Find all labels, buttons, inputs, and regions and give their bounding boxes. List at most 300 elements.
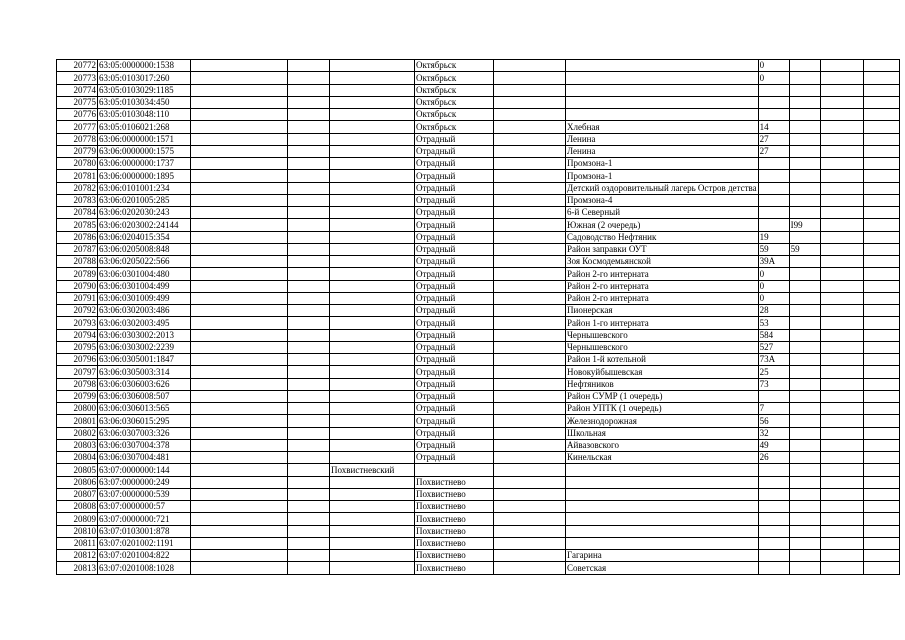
id-cell[interactable]: 20790 [57, 280, 98, 292]
house-alt-cell[interactable] [789, 292, 820, 304]
house-alt-cell[interactable] [789, 60, 820, 72]
locality-cell[interactable]: Октябрьск [415, 96, 494, 108]
house-cell[interactable]: 527 [758, 341, 789, 353]
house-alt-cell[interactable] [789, 464, 820, 476]
house-cell[interactable]: 0 [758, 268, 789, 280]
id-cell[interactable]: 20802 [57, 427, 98, 439]
district-cell[interactable]: Похвистневский [330, 464, 415, 476]
house-cell[interactable] [758, 464, 789, 476]
empty-cell[interactable] [863, 427, 899, 439]
empty-cell[interactable] [820, 550, 863, 562]
house-alt-cell[interactable] [789, 194, 820, 206]
empty-cell[interactable] [191, 84, 288, 96]
cadastral-number-cell[interactable]: 63:07:0103001:878 [98, 525, 191, 537]
district-cell[interactable] [330, 513, 415, 525]
empty-cell[interactable] [820, 354, 863, 366]
empty-cell[interactable] [863, 84, 899, 96]
empty-cell[interactable] [820, 207, 863, 219]
empty-cell[interactable] [191, 317, 288, 329]
empty-cell[interactable] [288, 501, 330, 513]
locality-cell[interactable]: Октябрьск [415, 72, 494, 84]
empty-cell[interactable] [820, 427, 863, 439]
empty-cell[interactable] [191, 476, 288, 488]
id-cell[interactable]: 20803 [57, 439, 98, 451]
cadastral-number-cell[interactable]: 63:07:0000000:721 [98, 513, 191, 525]
empty-cell[interactable] [288, 366, 330, 378]
house-alt-cell[interactable] [789, 84, 820, 96]
empty-cell[interactable] [494, 194, 566, 206]
locality-cell[interactable]: Отрадный [415, 292, 494, 304]
empty-cell[interactable] [863, 292, 899, 304]
district-cell[interactable] [330, 194, 415, 206]
empty-cell[interactable] [494, 256, 566, 268]
empty-cell[interactable] [494, 96, 566, 108]
empty-cell[interactable] [288, 513, 330, 525]
district-cell[interactable] [330, 170, 415, 182]
empty-cell[interactable] [863, 415, 899, 427]
empty-cell[interactable] [288, 476, 330, 488]
house-cell[interactable]: 7 [758, 403, 789, 415]
locality-cell[interactable]: Отрадный [415, 170, 494, 182]
house-cell[interactable]: 28 [758, 305, 789, 317]
house-cell[interactable] [758, 182, 789, 194]
empty-cell[interactable] [820, 317, 863, 329]
empty-cell[interactable] [820, 292, 863, 304]
house-cell[interactable] [758, 207, 789, 219]
empty-cell[interactable] [820, 378, 863, 390]
house-cell[interactable] [758, 501, 789, 513]
empty-cell[interactable] [820, 525, 863, 537]
empty-cell[interactable] [820, 60, 863, 72]
cadastral-number-cell[interactable]: 63:06:0205022:566 [98, 256, 191, 268]
district-cell[interactable] [330, 96, 415, 108]
id-cell[interactable]: 20804 [57, 452, 98, 464]
empty-cell[interactable] [863, 219, 899, 231]
empty-cell[interactable] [863, 72, 899, 84]
house-cell[interactable] [758, 525, 789, 537]
empty-cell[interactable] [863, 464, 899, 476]
house-alt-cell[interactable] [789, 133, 820, 145]
empty-cell[interactable] [494, 525, 566, 537]
empty-cell[interactable] [288, 317, 330, 329]
empty-cell[interactable] [191, 280, 288, 292]
locality-cell[interactable]: Похвистнево [415, 501, 494, 513]
empty-cell[interactable] [191, 207, 288, 219]
cadastral-number-cell[interactable]: 63:06:0306013:565 [98, 403, 191, 415]
id-cell[interactable]: 20801 [57, 415, 98, 427]
house-alt-cell[interactable] [789, 550, 820, 562]
house-alt-cell[interactable] [789, 513, 820, 525]
cadastral-number-cell[interactable]: 63:07:0000000:249 [98, 476, 191, 488]
empty-cell[interactable] [863, 256, 899, 268]
locality-cell[interactable]: Похвистнево [415, 562, 494, 574]
id-cell[interactable]: 20795 [57, 341, 98, 353]
empty-cell[interactable] [288, 292, 330, 304]
empty-cell[interactable] [494, 268, 566, 280]
house-alt-cell[interactable] [789, 145, 820, 157]
empty-cell[interactable] [494, 305, 566, 317]
empty-cell[interactable] [863, 280, 899, 292]
street-cell[interactable]: Район 2-го интерната [566, 268, 759, 280]
empty-cell[interactable] [820, 501, 863, 513]
empty-cell[interactable] [288, 305, 330, 317]
empty-cell[interactable] [820, 476, 863, 488]
cadastral-number-cell[interactable]: 63:07:0201002:1191 [98, 537, 191, 549]
locality-cell[interactable]: Отрадный [415, 231, 494, 243]
empty-cell[interactable] [191, 145, 288, 157]
cadastral-number-cell[interactable]: 63:07:0000000:539 [98, 488, 191, 500]
locality-cell[interactable]: Отрадный [415, 415, 494, 427]
empty-cell[interactable] [288, 537, 330, 549]
house-cell[interactable] [758, 170, 789, 182]
house-cell[interactable] [758, 513, 789, 525]
house-cell[interactable]: 73 [758, 378, 789, 390]
house-cell[interactable]: 39А [758, 256, 789, 268]
empty-cell[interactable] [288, 84, 330, 96]
house-cell[interactable]: 27 [758, 145, 789, 157]
empty-cell[interactable] [494, 439, 566, 451]
district-cell[interactable] [330, 354, 415, 366]
locality-cell[interactable]: Отрадный [415, 194, 494, 206]
empty-cell[interactable] [288, 219, 330, 231]
locality-cell[interactable]: Похвистнево [415, 550, 494, 562]
street-cell[interactable]: Чернышевского [566, 329, 759, 341]
house-alt-cell[interactable] [789, 476, 820, 488]
empty-cell[interactable] [863, 562, 899, 574]
cadastral-number-cell[interactable]: 63:06:0307004:481 [98, 452, 191, 464]
street-cell[interactable]: Южная (2 очередь) [566, 219, 759, 231]
empty-cell[interactable] [191, 96, 288, 108]
empty-cell[interactable] [191, 256, 288, 268]
empty-cell[interactable] [863, 341, 899, 353]
id-cell[interactable]: 20791 [57, 292, 98, 304]
id-cell[interactable]: 20798 [57, 378, 98, 390]
locality-cell[interactable]: Похвистнево [415, 513, 494, 525]
empty-cell[interactable] [494, 476, 566, 488]
empty-cell[interactable] [863, 182, 899, 194]
locality-cell[interactable]: Октябрьск [415, 121, 494, 133]
district-cell[interactable] [330, 305, 415, 317]
empty-cell[interactable] [191, 182, 288, 194]
street-cell[interactable] [566, 513, 759, 525]
empty-cell[interactable] [863, 390, 899, 402]
house-alt-cell[interactable] [789, 182, 820, 194]
id-cell[interactable]: 20796 [57, 354, 98, 366]
house-cell[interactable] [758, 109, 789, 121]
empty-cell[interactable] [288, 525, 330, 537]
empty-cell[interactable] [288, 231, 330, 243]
street-cell[interactable]: Железнодорожная [566, 415, 759, 427]
street-cell[interactable] [566, 501, 759, 513]
cadastral-number-cell[interactable]: 63:06:0302003:495 [98, 317, 191, 329]
id-cell[interactable]: 20811 [57, 537, 98, 549]
cadastral-number-cell[interactable]: 63:06:0303002:2013 [98, 329, 191, 341]
empty-cell[interactable] [494, 145, 566, 157]
empty-cell[interactable] [863, 378, 899, 390]
empty-cell[interactable] [494, 292, 566, 304]
street-cell[interactable]: Хлебная [566, 121, 759, 133]
house-alt-cell[interactable] [789, 305, 820, 317]
empty-cell[interactable] [288, 329, 330, 341]
house-cell[interactable] [758, 550, 789, 562]
house-alt-cell[interactable] [789, 488, 820, 500]
empty-cell[interactable] [863, 501, 899, 513]
empty-cell[interactable] [494, 243, 566, 255]
empty-cell[interactable] [820, 194, 863, 206]
house-alt-cell[interactable] [789, 439, 820, 451]
empty-cell[interactable] [820, 403, 863, 415]
empty-cell[interactable] [191, 378, 288, 390]
empty-cell[interactable] [494, 207, 566, 219]
empty-cell[interactable] [820, 415, 863, 427]
street-cell[interactable] [566, 72, 759, 84]
empty-cell[interactable] [863, 231, 899, 243]
empty-cell[interactable] [863, 525, 899, 537]
empty-cell[interactable] [191, 464, 288, 476]
empty-cell[interactable] [288, 256, 330, 268]
empty-cell[interactable] [863, 243, 899, 255]
empty-cell[interactable] [191, 501, 288, 513]
empty-cell[interactable] [494, 390, 566, 402]
locality-cell[interactable]: Отрадный [415, 158, 494, 170]
empty-cell[interactable] [191, 562, 288, 574]
locality-cell[interactable]: Отрадный [415, 207, 494, 219]
locality-cell[interactable]: Похвистнево [415, 476, 494, 488]
empty-cell[interactable] [494, 231, 566, 243]
district-cell[interactable] [330, 390, 415, 402]
empty-cell[interactable] [820, 231, 863, 243]
empty-cell[interactable] [288, 341, 330, 353]
empty-cell[interactable] [288, 72, 330, 84]
house-alt-cell[interactable]: I99 [789, 219, 820, 231]
house-alt-cell[interactable] [789, 268, 820, 280]
cadastral-number-cell[interactable]: 63:06:0201005:285 [98, 194, 191, 206]
street-cell[interactable] [566, 488, 759, 500]
id-cell[interactable]: 20800 [57, 403, 98, 415]
empty-cell[interactable] [288, 170, 330, 182]
cadastral-number-cell[interactable]: 63:07:0000000:144 [98, 464, 191, 476]
street-cell[interactable]: Советская [566, 562, 759, 574]
cadastral-number-cell[interactable]: 63:06:0205008:848 [98, 243, 191, 255]
empty-cell[interactable] [863, 109, 899, 121]
empty-cell[interactable] [288, 194, 330, 206]
cadastral-number-cell[interactable]: 63:06:0301009:499 [98, 292, 191, 304]
district-cell[interactable] [330, 256, 415, 268]
empty-cell[interactable] [494, 72, 566, 84]
empty-cell[interactable] [494, 366, 566, 378]
house-alt-cell[interactable] [789, 72, 820, 84]
empty-cell[interactable] [820, 341, 863, 353]
empty-cell[interactable] [820, 219, 863, 231]
locality-cell[interactable]: Отрадный [415, 366, 494, 378]
street-cell[interactable]: Зоя Космодемьянской [566, 256, 759, 268]
empty-cell[interactable] [863, 476, 899, 488]
empty-cell[interactable] [191, 170, 288, 182]
empty-cell[interactable] [191, 366, 288, 378]
district-cell[interactable] [330, 501, 415, 513]
locality-cell[interactable]: Октябрьск [415, 109, 494, 121]
empty-cell[interactable] [191, 513, 288, 525]
id-cell[interactable]: 20785 [57, 219, 98, 231]
street-cell[interactable]: Район УПТК (1 очередь) [566, 403, 759, 415]
empty-cell[interactable] [820, 268, 863, 280]
cadastral-number-cell[interactable]: 63:05:0103034:450 [98, 96, 191, 108]
house-cell[interactable] [758, 96, 789, 108]
district-cell[interactable] [330, 439, 415, 451]
street-cell[interactable]: Ленина [566, 133, 759, 145]
district-cell[interactable] [330, 133, 415, 145]
locality-cell[interactable]: Похвистнево [415, 488, 494, 500]
empty-cell[interactable] [863, 194, 899, 206]
empty-cell[interactable] [820, 390, 863, 402]
empty-cell[interactable] [863, 513, 899, 525]
empty-cell[interactable] [288, 403, 330, 415]
house-alt-cell[interactable] [789, 525, 820, 537]
empty-cell[interactable] [863, 488, 899, 500]
empty-cell[interactable] [191, 72, 288, 84]
empty-cell[interactable] [191, 354, 288, 366]
house-cell[interactable] [758, 476, 789, 488]
locality-cell[interactable]: Отрадный [415, 341, 494, 353]
cadastral-number-cell[interactable]: 63:06:0307004:378 [98, 439, 191, 451]
house-cell[interactable]: 584 [758, 329, 789, 341]
empty-cell[interactable] [494, 182, 566, 194]
house-cell[interactable] [758, 158, 789, 170]
empty-cell[interactable] [191, 439, 288, 451]
empty-cell[interactable] [820, 513, 863, 525]
empty-cell[interactable] [820, 439, 863, 451]
district-cell[interactable] [330, 207, 415, 219]
empty-cell[interactable] [863, 305, 899, 317]
house-alt-cell[interactable] [789, 121, 820, 133]
district-cell[interactable] [330, 219, 415, 231]
empty-cell[interactable] [863, 403, 899, 415]
id-cell[interactable]: 20772 [57, 60, 98, 72]
house-alt-cell[interactable] [789, 354, 820, 366]
id-cell[interactable]: 20779 [57, 145, 98, 157]
empty-cell[interactable] [288, 354, 330, 366]
empty-cell[interactable] [494, 121, 566, 133]
street-cell[interactable]: Садоводство Нефтяник [566, 231, 759, 243]
empty-cell[interactable] [863, 60, 899, 72]
empty-cell[interactable] [494, 427, 566, 439]
empty-cell[interactable] [863, 145, 899, 157]
locality-cell[interactable]: Отрадный [415, 378, 494, 390]
street-cell[interactable]: Ленина [566, 145, 759, 157]
street-cell[interactable] [566, 525, 759, 537]
empty-cell[interactable] [820, 84, 863, 96]
empty-cell[interactable] [863, 452, 899, 464]
empty-cell[interactable] [288, 60, 330, 72]
empty-cell[interactable] [820, 366, 863, 378]
locality-cell[interactable]: Отрадный [415, 390, 494, 402]
street-cell[interactable]: Район СУМР (1 очередь) [566, 390, 759, 402]
cadastral-number-cell[interactable]: 63:06:0306015:295 [98, 415, 191, 427]
empty-cell[interactable] [191, 415, 288, 427]
id-cell[interactable]: 20773 [57, 72, 98, 84]
cadastral-number-cell[interactable]: 63:06:0307003:326 [98, 427, 191, 439]
locality-cell[interactable]: Отрадный [415, 329, 494, 341]
house-cell[interactable]: 0 [758, 292, 789, 304]
cadastral-number-cell[interactable]: 63:05:0000000:1538 [98, 60, 191, 72]
empty-cell[interactable] [191, 390, 288, 402]
empty-cell[interactable] [820, 256, 863, 268]
empty-cell[interactable] [494, 562, 566, 574]
house-cell[interactable]: 0 [758, 60, 789, 72]
empty-cell[interactable] [191, 550, 288, 562]
empty-cell[interactable] [820, 133, 863, 145]
id-cell[interactable]: 20794 [57, 329, 98, 341]
empty-cell[interactable] [191, 305, 288, 317]
locality-cell[interactable]: Отрадный [415, 403, 494, 415]
house-cell[interactable]: 19 [758, 231, 789, 243]
locality-cell[interactable]: Отрадный [415, 354, 494, 366]
district-cell[interactable] [330, 488, 415, 500]
house-cell[interactable] [758, 390, 789, 402]
empty-cell[interactable] [863, 207, 899, 219]
empty-cell[interactable] [863, 96, 899, 108]
empty-cell[interactable] [820, 158, 863, 170]
empty-cell[interactable] [820, 488, 863, 500]
empty-cell[interactable] [288, 452, 330, 464]
street-cell[interactable]: Район 2-го интерната [566, 292, 759, 304]
cadastral-number-cell[interactable]: 63:06:0301004:499 [98, 280, 191, 292]
id-cell[interactable]: 20813 [57, 562, 98, 574]
house-alt-cell[interactable] [789, 329, 820, 341]
street-cell[interactable]: Детский оздоровительный лагерь Остров детства [567, 182, 757, 193]
empty-cell[interactable] [288, 207, 330, 219]
street-cell[interactable] [566, 84, 759, 96]
house-cell[interactable] [758, 488, 789, 500]
empty-cell[interactable] [494, 464, 566, 476]
house-cell[interactable] [758, 194, 789, 206]
empty-cell[interactable] [494, 60, 566, 72]
street-cell[interactable]: Школьная [566, 427, 759, 439]
empty-cell[interactable] [494, 109, 566, 121]
street-cell[interactable] [566, 537, 759, 549]
empty-cell[interactable] [820, 537, 863, 549]
id-cell[interactable]: 20789 [57, 268, 98, 280]
id-cell[interactable]: 20805 [57, 464, 98, 476]
house-alt-cell[interactable] [789, 170, 820, 182]
district-cell[interactable] [330, 84, 415, 96]
locality-cell[interactable]: Отрадный [415, 268, 494, 280]
locality-cell[interactable]: Отрадный [415, 133, 494, 145]
cadastral-number-cell[interactable]: 63:07:0201008:1028 [98, 562, 191, 574]
empty-cell[interactable] [820, 121, 863, 133]
locality-cell[interactable]: Похвистнево [415, 525, 494, 537]
house-alt-cell[interactable] [789, 207, 820, 219]
empty-cell[interactable] [494, 415, 566, 427]
empty-cell[interactable] [191, 488, 288, 500]
street-cell[interactable]: Нефтяников [566, 378, 759, 390]
empty-cell[interactable] [288, 158, 330, 170]
empty-cell[interactable] [494, 354, 566, 366]
empty-cell[interactable] [191, 243, 288, 255]
district-cell[interactable] [330, 121, 415, 133]
house-cell[interactable]: 73А [758, 354, 789, 366]
id-cell[interactable]: 20812 [57, 550, 98, 562]
empty-cell[interactable] [820, 562, 863, 574]
district-cell[interactable] [330, 427, 415, 439]
empty-cell[interactable] [288, 415, 330, 427]
district-cell[interactable] [330, 403, 415, 415]
id-cell[interactable]: 20797 [57, 366, 98, 378]
street-cell[interactable]: Пионерская [566, 305, 759, 317]
empty-cell[interactable] [288, 280, 330, 292]
empty-cell[interactable] [494, 133, 566, 145]
cadastral-number-cell[interactable]: 63:07:0201004:822 [98, 550, 191, 562]
